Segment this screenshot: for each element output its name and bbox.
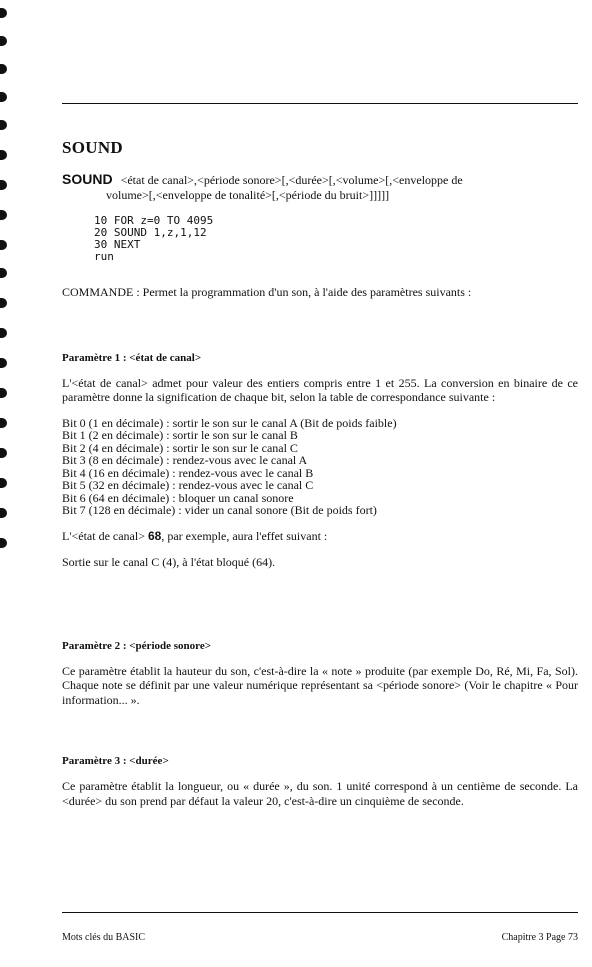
bottom-rule (62, 912, 578, 913)
param1-example (62, 529, 578, 544)
bit-item: Bit 3 (8 en décimale) : rendez-vous avec le canal A (62, 453, 308, 467)
main-content (62, 138, 578, 808)
footer-page-number: Chapitre 3 Page 73 (501, 932, 578, 943)
syntax-line-2: volume>[,<enveloppe de tonalité>[,<période du bruit>]]]]] (106, 188, 390, 202)
param2-text: Ce paramètre établit la hauteur du son, c'est-à-dire la « note » produite (par exemple Do, Ré, Mi, Fa, Sol). Chaque note se définit par une valeur numérique représentant sa <période sonore> (Voir le chapitre « Pour information... ». (62, 663, 578, 707)
bit-item: Bit 6 (64 en décimale) : bloquer un canal sonore (62, 490, 294, 505)
bit-item: Bit 2 (4 en décimale) : sortir le son sur le canal C (62, 440, 298, 455)
bit-item: Bit 4 (16 en décimale) : rendez-vous avec le canal B (62, 465, 314, 480)
commande-label: COMMANDE : (62, 285, 143, 299)
footer-book-title: Mots clés du BASIC (62, 932, 146, 943)
section-title: SOUND (62, 138, 124, 157)
param3-heading: Paramètre 3 : <durée> (62, 755, 169, 767)
param3-text: Ce paramètre établit la longueur, ou « durée », du son. 1 unité correspond à un centième de seconde. La <durée> du son prend par défaut la valeur 20, c'est-à-dire un cinquième de seconde. (62, 779, 578, 808)
syntax-keyword: SOUND (62, 171, 113, 187)
top-rule (62, 103, 578, 104)
param1-result: Sortie sur le canal C (4), à l'état bloqué (64). (62, 555, 276, 569)
bit-item: Bit 7 (128 en décimale) : vider un canal sonore (Bit de poids fort) (62, 503, 377, 517)
syntax-line-1: <état de canal>,<période sonore>[,<durée>[,<volume>[,<enveloppe de (120, 173, 463, 187)
bits-list (62, 417, 578, 517)
example-post: , par exemple, aura l'effet suivant : (161, 528, 328, 543)
example-value: 68 (148, 528, 162, 543)
param1-heading: Paramètre 1 : <état de canal> (62, 351, 202, 364)
bit-item: Bit 5 (32 en décimale) : rendez-vous avec le canal C (62, 478, 314, 492)
param2-heading: Paramètre 2 : <période sonore> (62, 639, 211, 652)
param1-intro: L'<état de canal> admet pour valeur des entiers compris entre 1 et 255. La conversion en binaire de ce paramètre donne la signification de chaque bit, selon la table de correspondance suivante : (62, 375, 578, 404)
example-pre: L'<état de canal> (62, 528, 148, 543)
bit-item: Bit 1 (2 en décimale) : sortir le son sur le canal B (62, 428, 298, 442)
syntax-line (62, 172, 578, 203)
code-listing: 10 FOR z=0 TO 4095 20 SOUND 1,z,1,12 30 NEXT run (94, 214, 214, 263)
binding-holes (0, 0, 14, 560)
commande-paragraph (62, 285, 578, 300)
bit-item: Bit 0 (1 en décimale) : sortir le son sur le canal A (Bit de poids faible) (62, 415, 397, 430)
commande-text: Permet la programmation d'un son, à l'aide des paramètres suivants : (142, 285, 472, 299)
